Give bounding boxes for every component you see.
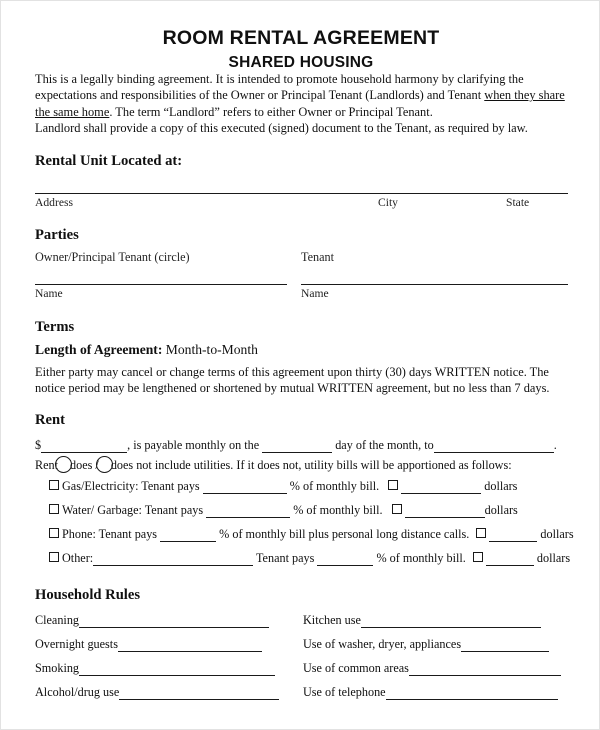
rent-amount-blank[interactable] xyxy=(41,441,127,453)
other-mid-text: % of monthly bill. xyxy=(376,551,466,565)
state-caption: State xyxy=(506,196,530,209)
household-rule-cleaning-blank[interactable] xyxy=(79,616,269,628)
household-rule-alcohol-drug-use-blank[interactable] xyxy=(119,688,279,700)
currency-symbol: $ xyxy=(35,438,42,452)
does-label: does xyxy=(70,458,93,472)
tenant-label: Tenant xyxy=(301,250,334,264)
other-label: Other: xyxy=(62,551,94,565)
rent-day-of-month-text: day of the month, to xyxy=(335,438,434,452)
utility-row-gas-electricity xyxy=(49,479,517,494)
phone-label: Phone: Tenant pays xyxy=(62,527,158,541)
parties-heading: Parties xyxy=(35,227,79,243)
other-suffix: dollars xyxy=(536,551,571,565)
document-subtitle: SHARED HOUSING xyxy=(228,54,374,71)
city-caption: City xyxy=(378,196,398,209)
household-rule-cleaning-label: Cleaning xyxy=(35,613,80,627)
owner-principal-tenant-label: Owner/Principal Tenant (circle) xyxy=(35,250,190,264)
utility-row-other xyxy=(49,551,570,566)
household-rule-smoking xyxy=(35,661,275,676)
water-garbage-dollars-blank[interactable] xyxy=(405,506,485,518)
document-title: ROOM RENTAL AGREEMENT xyxy=(162,27,440,49)
intro-underlined-phrase: when they share the same home xyxy=(35,88,565,119)
document-body xyxy=(1,1,600,730)
utility-row-water-garbage xyxy=(49,503,518,518)
water-garbage-suffix: dollars xyxy=(484,503,518,517)
gas-electricity-label: Gas/Electricity: Tenant pays xyxy=(62,479,200,493)
water-garbage-dollars-checkbox[interactable] xyxy=(392,504,402,514)
household-rule-kitchen-use-blank[interactable] xyxy=(361,616,541,628)
intro-paragraph xyxy=(35,71,568,136)
other-description-blank[interactable] xyxy=(93,554,253,566)
utility-row-phone xyxy=(49,527,574,542)
intro-text-part1: This is a legally binding agreement. It is intended to promote household harmony by clarifying the expectations and responsibilities of the Owner or Principal Tenant (Landlords) and Tenant xyxy=(35,72,524,103)
water-garbage-mid-text: % of monthly bill. xyxy=(293,503,383,517)
household-rule-smoking-blank[interactable] xyxy=(79,664,275,676)
gas-electricity-checkbox[interactable] xyxy=(49,480,59,490)
household-rule-overnight-guests-blank[interactable] xyxy=(118,640,262,652)
household-rule-smoking-label: Smoking xyxy=(35,661,80,675)
intro-text-part2: . The term “Landlord” refers to either Owner or Principal Tenant. xyxy=(109,104,433,119)
household-rule-kitchen-use-label: Kitchen use xyxy=(303,613,361,627)
rent-payable-text: , is payable monthly on the xyxy=(127,438,260,452)
household-rule-washer-dryer-appliances-blank[interactable] xyxy=(461,640,549,652)
household-rule-washer-dryer-appliances xyxy=(303,637,549,652)
tenant-name-caption: Name xyxy=(301,287,329,300)
terms-body: Either party may cancel or change terms of this agreement upon thirty (30) days WRITTEN notice. The notice period may be lengthened or shortened by mutual WRITTEN agreement, but no less than 7 days. xyxy=(35,365,550,396)
gas-electricity-dollars-checkbox[interactable] xyxy=(388,480,398,490)
owner-name-caption: Name xyxy=(35,287,63,300)
water-garbage-percent-blank[interactable] xyxy=(206,506,290,518)
rent-heading: Rent xyxy=(35,412,65,428)
household-rule-overnight-guests-label: Overnight guests xyxy=(35,637,118,651)
rent-payment-line xyxy=(35,438,557,453)
phone-dollars-blank[interactable] xyxy=(489,530,537,542)
household-rule-cleaning xyxy=(35,613,269,628)
length-of-agreement-row xyxy=(35,342,258,358)
rent-utilities-line xyxy=(35,456,512,473)
other-checkbox[interactable] xyxy=(49,552,59,562)
household-rule-alcohol-drug-use xyxy=(35,685,279,700)
gas-electricity-mid-text: % of monthly bill. xyxy=(289,479,380,493)
gas-electricity-suffix: dollars xyxy=(484,479,518,493)
phone-suffix: dollars xyxy=(540,527,574,541)
gas-electricity-percent-blank[interactable] xyxy=(203,482,287,494)
household-rule-common-areas-blank[interactable] xyxy=(409,664,561,676)
household-rule-telephone-blank[interactable] xyxy=(386,688,558,700)
rent-word: Rent xyxy=(35,458,59,472)
other-mid-a-text: Tenant pays xyxy=(255,551,315,565)
rent-line1-period: . xyxy=(553,438,557,452)
address-caption: Address xyxy=(35,196,73,209)
terms-heading: Terms xyxy=(35,319,75,335)
phone-checkbox[interactable] xyxy=(49,528,59,538)
address-line[interactable] xyxy=(35,193,568,194)
household-rule-overnight-guests xyxy=(35,637,262,652)
household-rule-telephone-label: Use of telephone xyxy=(303,685,386,699)
household-rule-telephone xyxy=(303,685,558,700)
household-rules-heading: Household Rules xyxy=(35,587,141,603)
rent-due-day-blank[interactable] xyxy=(262,441,332,453)
owner-name-line[interactable] xyxy=(35,284,287,285)
household-rule-common-areas-label: Use of common areas xyxy=(303,661,409,675)
length-of-agreement-label: Length of Agreement: xyxy=(35,342,163,357)
household-rule-common-areas xyxy=(303,661,561,676)
intro-text-line3: Landlord shall provide a copy of this executed (signed) document to the Tenant, as required by law. xyxy=(35,120,528,135)
other-dollars-checkbox[interactable] xyxy=(473,552,483,562)
household-rule-alcohol-drug-use-label: Alcohol/drug use xyxy=(35,685,120,699)
household-rule-washer-dryer-appliances-label: Use of washer, dryer, appliances xyxy=(303,637,462,651)
other-dollars-blank[interactable] xyxy=(486,554,534,566)
phone-percent-blank[interactable] xyxy=(160,530,216,542)
rent-payee-blank[interactable] xyxy=(434,441,554,453)
does-not-label: does not include utilities. If it does not, utility bills will be apportioned as follows: xyxy=(110,458,512,472)
option-slash: / xyxy=(95,458,99,472)
other-percent-blank[interactable] xyxy=(317,554,373,566)
phone-dollars-checkbox[interactable] xyxy=(476,528,486,538)
water-garbage-label: Water/ Garbage: Tenant pays xyxy=(62,503,204,517)
phone-mid-text: % of monthly bill plus personal long distance calls. xyxy=(219,527,470,541)
household-rule-kitchen-use xyxy=(303,613,541,628)
length-of-agreement-value: Month-to-Month xyxy=(165,342,258,357)
tenant-name-line[interactable] xyxy=(301,284,568,285)
rental-unit-heading: Rental Unit Located at: xyxy=(35,153,183,169)
water-garbage-checkbox[interactable] xyxy=(49,504,59,514)
gas-electricity-dollars-blank[interactable] xyxy=(401,482,481,494)
